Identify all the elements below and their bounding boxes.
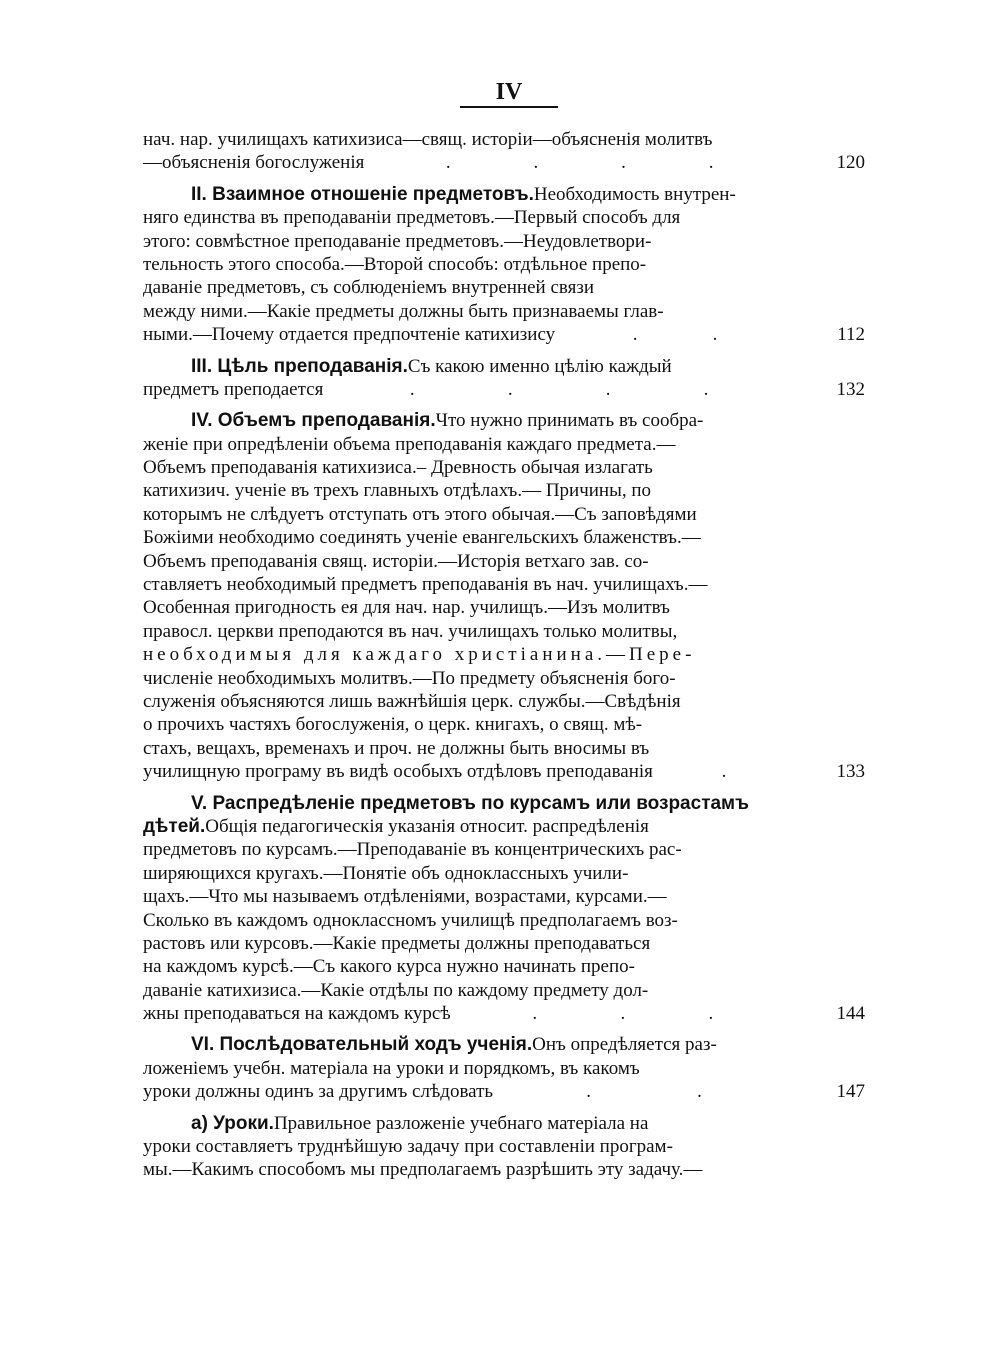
section-heading: II. Взаимное отношеніе предметовъ. xyxy=(191,183,534,205)
toc-line: необходимыя для каждаго христіанина.—Пере- xyxy=(143,644,696,666)
toc-line: ставляетъ необходимый предметъ преподаванія въ нач. училищахъ.— xyxy=(143,574,708,596)
dot-leader: . . xyxy=(632,324,718,346)
toc-line: Божіими необходимо соединять ученіе евангельскихъ блаженствъ.— xyxy=(143,527,701,549)
toc-line: Объемъ преподаванія катихизиса.– Древность обычая излагать xyxy=(143,457,653,479)
toc-line: уроки составляетъ труднѣйшую задачу при составленіи програм- xyxy=(143,1136,673,1158)
toc-text: предметъ преподается xyxy=(143,378,324,400)
toc-line: предметовъ по курсамъ.—Преподаваніе въ концентрическихъ рас- xyxy=(143,839,682,861)
toc-line: Объемъ преподаванія свящ. исторіи.—Исторія ветхаго зав. со- xyxy=(143,550,649,572)
toc-line: которымъ не слѣдуетъ отступать отъ этого обычая.—Съ заповѣдями xyxy=(143,503,697,525)
toc-line: между ними.—Какіе предметы должны быть признаваемы глав- xyxy=(143,300,664,322)
dot-leader: . . . . xyxy=(409,378,709,400)
toc-text: Съ какою именно цѣлію каждый xyxy=(407,355,672,377)
toc-line-with-page xyxy=(143,1002,865,1025)
toc-entry-heading-line xyxy=(143,183,865,206)
toc-line: Сколько въ каждомъ одноклассномъ училищѣ предполагаемъ воз- xyxy=(143,909,678,931)
toc-line: тельность этого способа.—Второй способъ: отдѣльное препо- xyxy=(143,253,647,275)
toc-line: растовъ или курсовъ.—Какіе предметы должны преподаваться xyxy=(143,932,651,954)
toc-line: стахъ, вещахъ, временахъ и проч. не должны быть вносимы въ xyxy=(143,737,650,759)
toc-text: ными.—Почему отдается предпочтеніе катихизису xyxy=(143,324,556,346)
page-folio: IV xyxy=(460,78,558,108)
toc-text: Что нужно принимать въ сообра- xyxy=(435,410,704,432)
section-heading: III. Цѣль преподаванія. xyxy=(191,355,408,377)
toc-entry-heading-line xyxy=(143,792,865,815)
toc-line: Особенная пригодность ея для нач. нар. училищъ.—Изъ молитвъ xyxy=(143,597,670,619)
toc-line: даваніе предметовъ, съ соблюденіемъ внутренней связи xyxy=(143,277,595,299)
dot-leader: . xyxy=(721,761,727,783)
toc-line: нач. нар. училищахъ катихизиса—свящ. исторіи—объясненія молитвъ xyxy=(143,129,713,150)
dot-leader: . . . . xyxy=(445,152,714,174)
toc-line: ложеніемъ учебн. матеріала на уроки и порядкомъ, въ какомъ xyxy=(143,1057,640,1079)
page-number: 132 xyxy=(836,378,865,400)
toc-line: численіе необходимыхъ молитвъ.—По предмету объясненія бого- xyxy=(143,667,676,689)
toc-text: уроки должны одинъ за другимъ слѣдовать xyxy=(143,1081,494,1103)
toc-line: на каждомъ курсѣ.—Съ какого курса нужно начинать препо- xyxy=(143,956,635,978)
toc-line-with-page xyxy=(143,1080,865,1103)
page-number: 133 xyxy=(836,761,865,783)
toc-text: —объясненія богослуженія xyxy=(143,152,365,174)
toc-text: жны преподаваться на каждомъ курсѣ xyxy=(143,1003,451,1025)
toc-text: Общія педагогическія указанія относит. распредѣленія xyxy=(205,815,649,837)
toc-line-with-page xyxy=(143,760,865,783)
dot-leader: . . xyxy=(586,1081,702,1103)
toc-text: Онъ опредѣляется раз- xyxy=(532,1034,717,1056)
page-number: 144 xyxy=(836,1003,865,1025)
toc-entry-heading-line xyxy=(143,355,865,378)
toc-line-with-page xyxy=(143,323,865,346)
section-heading-cont: дѣтей. xyxy=(143,815,206,837)
toc-line: ширяющихся кругахъ.—Понятіе объ одноклассныхъ учили- xyxy=(143,862,629,884)
toc-line: правосл. церкви преподаются въ нач. училищахъ только молитвы, xyxy=(143,620,678,642)
section-heading: VI. Послѣдовательный ходъ ученія. xyxy=(191,1034,533,1056)
toc-text: училищную програму въ видѣ особыхъ отдѣловъ преподаванія xyxy=(143,761,653,783)
dot-leader: . . . xyxy=(532,1003,714,1025)
toc-line: женіе при опредѣленіи объема преподаванія каждаго предмета.— xyxy=(143,433,676,455)
toc-line: мы.—Какимъ способомъ мы предполагаемъ разрѣшить эту задачу.— xyxy=(143,1159,703,1181)
toc-text: Необходимость внутрен- xyxy=(533,183,736,205)
page-number: 112 xyxy=(837,324,865,346)
toc-entry-heading-line xyxy=(143,409,865,432)
toc-line: служенія объясняются лишь важнѣйшія церк. службы.—Свѣдѣнія xyxy=(143,690,681,712)
toc-line: катихизич. ученіе въ трехъ главныхъ отдѣлахъ.— Причины, по xyxy=(143,480,652,502)
section-heading: V. Распредѣленіе предметовъ по курсамъ или возрастамъ xyxy=(191,792,749,814)
toc-entry-heading-line xyxy=(143,1033,865,1056)
toc-line-with-page xyxy=(143,378,865,401)
toc-line: няго единства въ преподаваніи предметовъ.—Первый способъ для xyxy=(143,207,681,229)
page-number: 147 xyxy=(836,1081,865,1103)
toc-text: Правильное разложеніе учебнаго матеріала на xyxy=(273,1112,649,1134)
toc-line: даваніе катихизиса.—Какіе отдѣлы по каждому предмету дол- xyxy=(143,979,649,1001)
toc-line: о прочихъ частяхъ богослуженія, о церк. книгахъ, о свящ. мѣ- xyxy=(143,714,643,736)
section-heading: IV. Объемъ преподаванія. xyxy=(191,410,436,432)
table-of-contents xyxy=(143,128,865,1182)
section-heading: а) Уроки. xyxy=(191,1112,274,1134)
toc-entry-heading-line xyxy=(143,815,865,838)
toc-line: этого: совмѣстное преподаваніе предметовъ.—Неудовлетвори- xyxy=(143,230,652,252)
toc-line: щахъ.—Что мы называемъ отдѣленіями, возрастами, курсами.— xyxy=(143,886,667,908)
toc-entry-heading-line xyxy=(143,1112,865,1135)
page-number: 120 xyxy=(836,152,865,174)
toc-line-with-page xyxy=(143,151,865,174)
